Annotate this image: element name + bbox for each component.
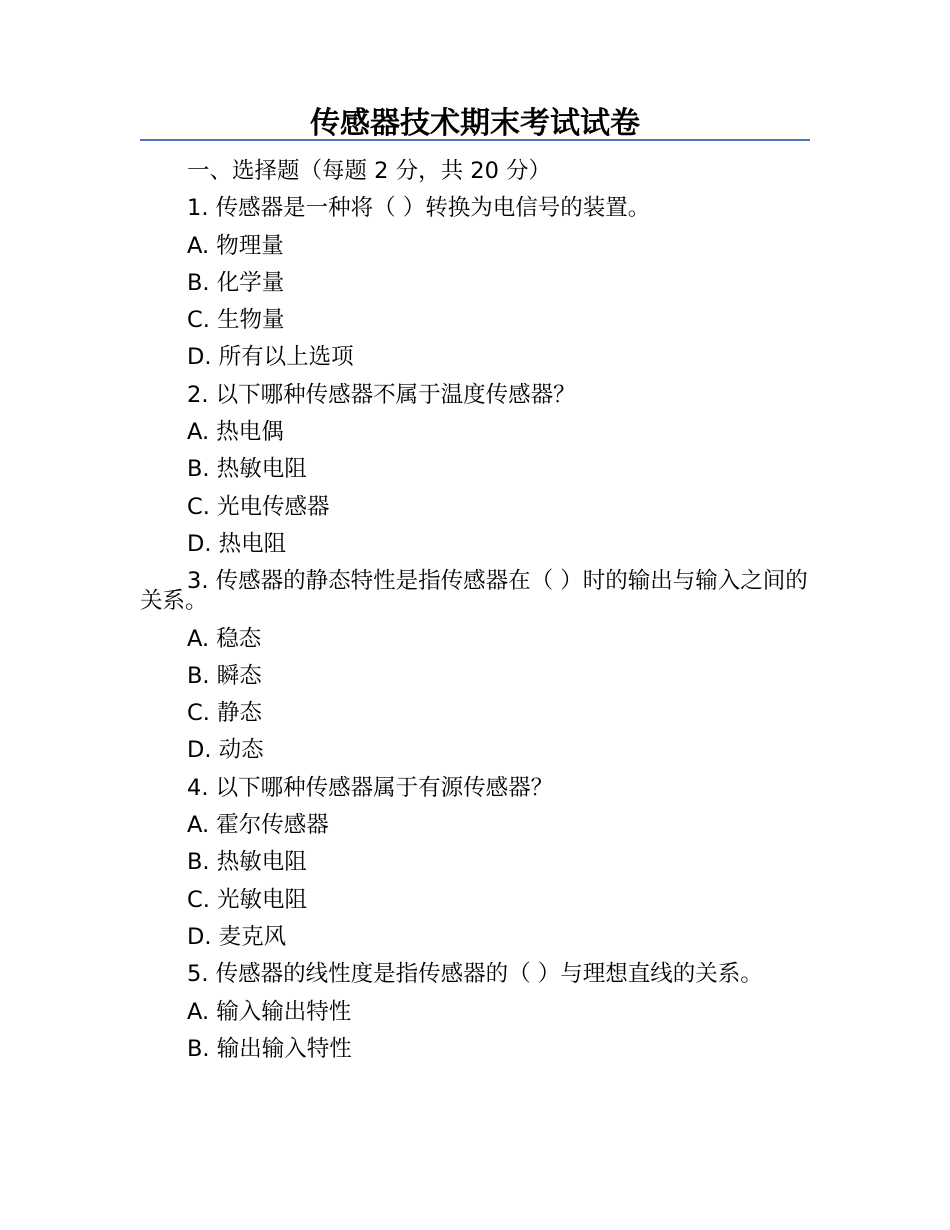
question-2-option-d: D. 热电阻 <box>187 530 287 557</box>
question-1-option-a: A. 物理量 <box>187 232 284 259</box>
question-4-option-a: A. 霍尔传感器 <box>187 812 329 839</box>
question-2-option-b: B. 热敏电阻 <box>187 456 307 483</box>
document-body <box>140 153 810 1068</box>
question-1-stem: 1. 传感器是一种将（ ）转换为电信号的装置。 <box>187 195 651 222</box>
question-3-option-c: C. 静态 <box>187 700 263 727</box>
question-3-option-d: D. 动态 <box>187 737 264 764</box>
question-1-option-d: D. 所有以上选项 <box>187 344 354 371</box>
question-5-option-b: B. 输出输入特性 <box>187 1035 352 1062</box>
title-underline <box>140 139 810 141</box>
question-2-option-c: C. 光电传感器 <box>187 493 330 520</box>
question-4-option-d: D. 麦克风 <box>187 923 287 950</box>
question-3-option-a: A. 稳态 <box>187 625 262 652</box>
question-4-option-b: B. 热敏电阻 <box>187 849 307 876</box>
question-1-option-c: C. 生物量 <box>187 307 285 334</box>
question-2-stem: 2. 以下哪种传感器不属于温度传感器？ <box>187 381 576 408</box>
question-1-option-b: B. 化学量 <box>187 269 285 296</box>
question-5-option-a: A. 输入输出特性 <box>187 998 352 1025</box>
question-4-stem: 4. 以下哪种传感器属于有源传感器？ <box>187 774 554 801</box>
document-title: 传感器技术期末考试试卷 <box>310 106 640 141</box>
question-4-option-c: C. 光敏电阻 <box>187 886 308 913</box>
question-5-stem: 5. 传感器的线性度是指传感器的（ ）与理想直线的关系。 <box>187 961 763 988</box>
section-heading: 一、选择题（每题 2 分，共 20 分） <box>187 158 552 184</box>
question-3-stem: 3. 传感器的静态特性是指传感器在（ ）时的输出与输入之间的关系。 <box>140 568 808 615</box>
question-3-option-b: B. 瞬态 <box>187 662 262 689</box>
question-2-option-a: A. 热电偶 <box>187 419 284 446</box>
